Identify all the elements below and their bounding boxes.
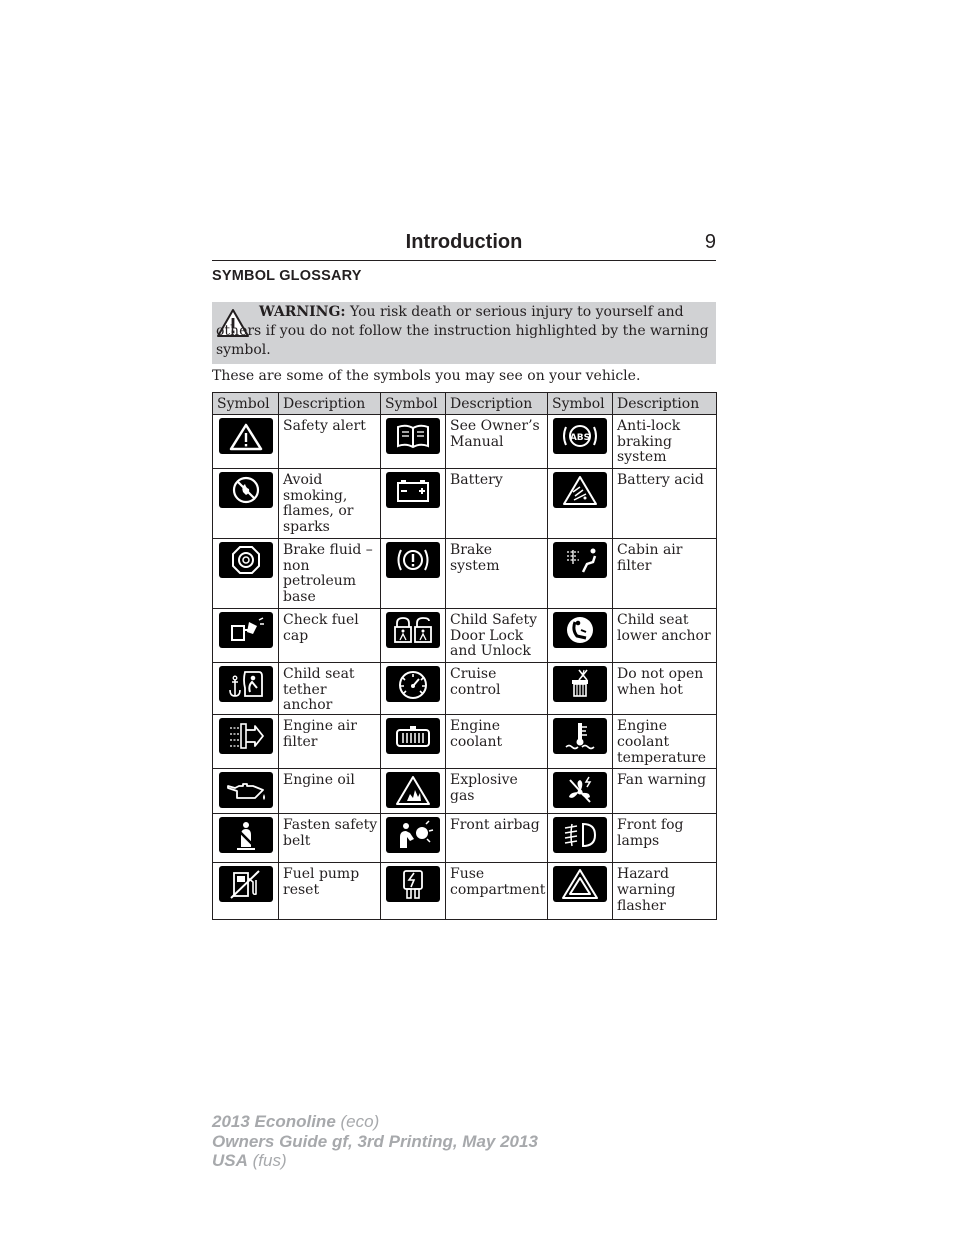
warning-text bbox=[216, 303, 712, 360]
abs-icon bbox=[553, 418, 607, 454]
page-footer bbox=[212, 1112, 538, 1171]
child-seat-tether-icon bbox=[219, 666, 273, 702]
warning-box bbox=[212, 302, 716, 364]
page-header bbox=[212, 230, 716, 261]
footer-line-2 bbox=[212, 1132, 538, 1152]
footer-market: USA bbox=[212, 1151, 248, 1170]
symbol-description: Brake fluid – non petroleum base bbox=[279, 539, 381, 609]
page-title: Introduction bbox=[405, 231, 523, 253]
table-header-row bbox=[213, 393, 717, 415]
symbol-description: Engine air filter bbox=[279, 715, 381, 769]
table-row bbox=[213, 663, 717, 715]
table-row bbox=[213, 539, 717, 609]
cabin-air-filter-icon bbox=[553, 542, 607, 578]
footer-guide: Owners Guide gf, 3rd Printing, May 2013 bbox=[212, 1131, 538, 1151]
symbol-description: Anti-lock braking system bbox=[613, 415, 717, 469]
engine-air-filter-icon bbox=[219, 718, 273, 754]
engine-coolant-icon bbox=[386, 718, 440, 754]
child-seat-lower-anchor-icon bbox=[553, 612, 607, 648]
symbol-description: Front fog lamps bbox=[613, 814, 717, 863]
symbol-description: Child Safety Door Lock and Unlock bbox=[446, 609, 548, 663]
footer-market-code: (fus) bbox=[247, 1151, 287, 1170]
warning-label: WARNING: bbox=[259, 304, 346, 320]
table-row bbox=[213, 415, 717, 469]
symbol-description: Engine oil bbox=[279, 769, 381, 814]
symbol-description: Do not open when hot bbox=[613, 663, 717, 715]
engine-oil-icon bbox=[219, 772, 273, 808]
coolant-temperature-icon bbox=[553, 718, 607, 754]
symbol-description: Engine coolant bbox=[446, 715, 548, 769]
page-number: 9 bbox=[704, 231, 716, 253]
table-row bbox=[213, 814, 717, 863]
symbol-description: Hazard warning flasher bbox=[613, 863, 717, 920]
owners-manual-icon bbox=[386, 418, 440, 454]
no-smoking-icon bbox=[219, 472, 273, 508]
symbol-description: Safety alert bbox=[279, 415, 381, 469]
battery-acid-icon bbox=[553, 472, 607, 508]
header-description: Description bbox=[613, 393, 717, 415]
header-symbol: Symbol bbox=[548, 393, 613, 415]
symbol-description: Fan warning bbox=[613, 769, 717, 814]
symbol-description: Child seat lower anchor bbox=[613, 609, 717, 663]
check-fuel-cap-icon bbox=[219, 612, 273, 648]
fuse-compartment-icon bbox=[386, 866, 440, 902]
symbol-description: Front airbag bbox=[446, 814, 548, 863]
symbol-description: Engine coolant temperature bbox=[613, 715, 717, 769]
warning-message: You risk death or serious injury to yourself and others if you do not follow the instruction highlighted by the warning symbol. bbox=[216, 304, 709, 358]
brake-system-icon bbox=[386, 542, 440, 578]
symbol-glossary-table bbox=[212, 392, 717, 920]
table-row bbox=[213, 715, 717, 769]
explosive-gas-icon bbox=[386, 772, 440, 808]
symbol-description: Brake system bbox=[446, 539, 548, 609]
fuel-pump-reset-icon bbox=[219, 866, 273, 902]
symbol-description: Explosive gas bbox=[446, 769, 548, 814]
symbol-description: Avoid smoking, flames, or sparks bbox=[279, 469, 381, 539]
symbol-description: Battery bbox=[446, 469, 548, 539]
fan-warning-icon bbox=[553, 772, 607, 808]
intro-text: These are some of the symbols you may see on your vehicle. bbox=[212, 368, 641, 384]
table-row bbox=[213, 469, 717, 539]
symbol-description: Cruise control bbox=[446, 663, 548, 715]
symbol-description: Child seat tether anchor bbox=[279, 663, 381, 715]
front-airbag-icon bbox=[386, 817, 440, 853]
symbol-description: Fuel pump reset bbox=[279, 863, 381, 920]
footer-model: 2013 Econoline bbox=[212, 1112, 336, 1131]
footer-line-1 bbox=[212, 1112, 538, 1132]
symbol-description: Cabin air filter bbox=[613, 539, 717, 609]
safety-alert-icon bbox=[219, 418, 273, 454]
table-row bbox=[213, 609, 717, 663]
symbol-description: See Owner’s Manual bbox=[446, 415, 548, 469]
cruise-control-icon bbox=[386, 666, 440, 702]
svg-text:ABS: ABS bbox=[569, 433, 591, 443]
symbol-description: Battery acid bbox=[613, 469, 717, 539]
table-row bbox=[213, 863, 717, 920]
header-symbol: Symbol bbox=[213, 393, 279, 415]
section-title: SYMBOL GLOSSARY bbox=[212, 268, 362, 284]
header-description: Description bbox=[446, 393, 548, 415]
header-symbol: Symbol bbox=[381, 393, 446, 415]
do-not-open-hot-icon bbox=[553, 666, 607, 702]
symbol-description: Fasten safety belt bbox=[279, 814, 381, 863]
footer-model-code: (eco) bbox=[335, 1112, 380, 1131]
front-fog-lamps-icon bbox=[553, 817, 607, 853]
battery-icon bbox=[386, 472, 440, 508]
symbol-description: Check fuel cap bbox=[279, 609, 381, 663]
seat-belt-icon bbox=[219, 817, 273, 853]
symbol-description: Fuse compartment bbox=[446, 863, 548, 920]
brake-fluid-icon bbox=[219, 542, 273, 578]
footer-line-3 bbox=[212, 1151, 538, 1171]
hazard-flasher-icon bbox=[553, 866, 607, 902]
header-description: Description bbox=[279, 393, 381, 415]
table-row bbox=[213, 769, 717, 814]
child-safety-lock-icon bbox=[386, 612, 440, 648]
